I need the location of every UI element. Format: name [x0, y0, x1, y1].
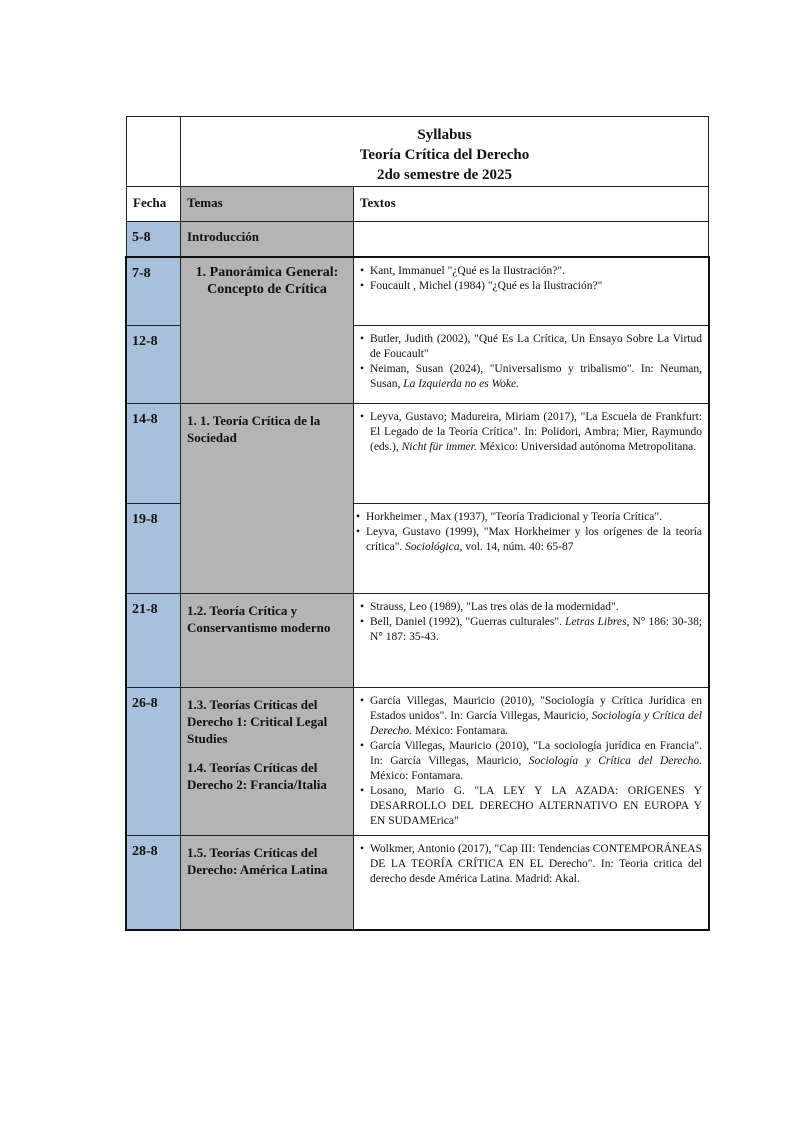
text-item: • García Villegas, Mauricio (2010), "Sociología y Crítica Jurídica en Estados unidos". In: García Villegas, Mauricio, Sociología y Crítica del Derecho. México: Fontamara.: [360, 694, 702, 739]
row-date-19-8: 19-8: [126, 503, 181, 594]
topic-francia-italia: 1.4. Teorías Críticas del Derecho 2: Francia/Italia: [187, 760, 327, 792]
text-item: • Wolkmer, Antonio (2017), "Cap III: Tendencias CONTEMPORÁNEAS DE LA TEORÍA CRÍTICA EN EL Derecho". In: Teoria critica del derecho desde América Latina. Madrid: Akal.: [360, 842, 702, 887]
row-date-26-8: 26-8: [126, 687, 181, 836]
row-topic-teorias-criticas-1-2: [180, 687, 354, 836]
column-header-textos: Textos: [353, 186, 709, 222]
row-topic-panoramica: 1. Panorámica General: Concepto de Crítica: [180, 257, 354, 404]
header-title: Syllabus: [417, 127, 472, 143]
row-texts-12-8: [353, 325, 709, 404]
row-date-5-8: 5-8: [126, 221, 181, 257]
topic-critical-legal-studies: 1.3. Teorías Críticas del Derecho 1: Critical Legal Studies: [187, 697, 328, 746]
row-texts-28-8: [353, 835, 709, 930]
row-texts-empty: [353, 221, 709, 257]
text-item: • García Villegas, Mauricio (2010), "La sociología jurídica en Francia". In: García Villegas, Mauricio, Sociología y Crítica del Derecho. México: Fontamara.: [360, 739, 702, 784]
text-item: • Neiman, Susan (2024), "Universalismo y tribalismo". In: Neuman, Susan, La Izquierda no es Woke.: [360, 362, 702, 392]
row-texts-7-8: [353, 257, 709, 326]
text-item: • Butler, Judith (2002), "Qué Es La Crítica, Un Ensayo Sobre La Virtud de Foucault": [360, 332, 702, 362]
row-date-14-8: 14-8: [126, 403, 181, 504]
text-item: • Foucault , Michel (1984) "¿Qué es la Ilustración?": [360, 279, 702, 294]
text-item: • Bell, Daniel (1992), "Guerras culturales". Letras Libres, N° 186: 30-38; N° 187: 35-43.: [360, 615, 702, 645]
text-item: • Leyva, Gustavo (1999), "Max Horkheimer y los orígenes de la teoría crítica". Sociológica, vol. 14, núm. 40: 65-87: [356, 525, 702, 555]
row-date-28-8: 28-8: [126, 835, 181, 930]
text-item: • Strauss, Leo (1989), "Las tres olas de la modernidad".: [360, 600, 702, 615]
row-topic-america-latina: 1.5. Teorías Críticas del Derecho: América Latina: [180, 835, 354, 930]
row-topic-introduccion: Introducción: [180, 221, 354, 257]
row-date-7-8: 7-8: [126, 257, 181, 326]
syllabus-header: [180, 116, 709, 187]
row-topic-conservantismo: 1.2. Teoría Crítica y Conservantismo moderno: [180, 593, 354, 688]
text-item: • Leyva, Gustavo; Madureira, Miriam (2017), "La Escuela de Frankfurt: El Legado de la Teoría Crítica". In: Polidori, Ambra; Mier, Raymundo (eds.), Nicht für immer. México: Universidad autónoma Metropolitana.: [360, 410, 702, 455]
row-texts-26-8: [353, 687, 709, 836]
header-course: Teoría Crítica del Derecho: [359, 147, 530, 163]
header-empty-cell: [126, 116, 181, 187]
row-texts-19-8: [353, 503, 709, 594]
text-item: • Losano, Mario G. "LA LEY Y LA AZADA: ORIGENES Y DESARROLLO DEL DERECHO ALTERNATIVO EN EUROPA Y EN SUDAMErica": [360, 784, 702, 829]
text-item: • Horkheimer , Max (1937), "Teoría Tradicional y Teoría Crítica".: [356, 510, 702, 525]
row-texts-21-8: [353, 593, 709, 688]
row-date-12-8: 12-8: [126, 325, 181, 404]
row-texts-14-8: [353, 403, 709, 504]
row-date-21-8: 21-8: [126, 593, 181, 688]
row-topic-teoria-critica-sociedad: 1. 1. Teoría Crítica de la Sociedad: [180, 403, 354, 594]
column-header-temas: Temas: [180, 186, 354, 222]
column-header-fecha: Fecha: [126, 186, 181, 222]
header-semester: 2do semestre de 2025: [376, 167, 513, 183]
text-item: • Kant, Immanuel "¿Qué es la Ilustración?".: [360, 264, 702, 279]
